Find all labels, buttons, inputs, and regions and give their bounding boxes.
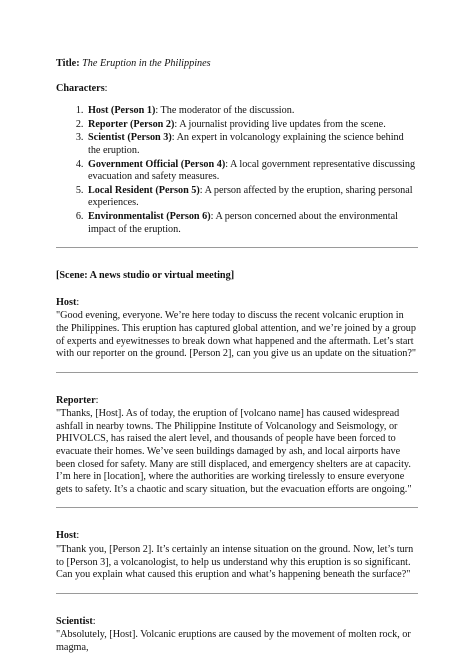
character-item: 5. Local Resident (Person 5): A person affected by the eruption, sharing personal experiences.: [86, 185, 418, 210]
character-desc: The moderator of the discussion.: [160, 105, 295, 117]
character-desc: A local government representative discussing evacuation and safety measures.: [88, 158, 416, 183]
character-name: Government Official (Person 4): [88, 158, 226, 170]
character-desc: An expert in volcanology explaining the science behind the eruption.: [88, 132, 404, 156]
speech-text: "Good evening, everyone. We’re here today to discuss the recent volcanic eruption in the Philippines. This eruption has captured global attention, and we’re joined by a group of experts and eyewitnesses to break down what happened and the aftermath. Let’s start with our reporter on the ground. [Person 2], can you give us an update on the situation?": [56, 310, 417, 360]
dialogue-block: [56, 395, 418, 497]
section-divider: [56, 247, 418, 248]
speech-text: "Absolutely, [Host]. Volcanic eruptions are caused by the movement of molten rock, or magma,: [56, 629, 411, 653]
character-name: Environmentalist (Person 6): [88, 210, 211, 222]
speaker-label: Host:: [56, 530, 80, 542]
speech-text: "Thank you, [Person 2]. It’s certainly an intense situation on the ground. Now, let’s turn to [Person 3], a volcanologist, to help us understand why this eruption is so significant. Can you explain what caused this eruption and what’s happening beneath the surface?": [56, 544, 414, 581]
section-divider: [56, 507, 418, 508]
character-name: Reporter (Person 2): [88, 118, 175, 130]
character-item: 1. Host (Person 1): The moderator of the discussion.: [86, 105, 418, 118]
character-item: 6. Environmentalist (Person 6): A person concerned about the environmental impact of the eruption.: [86, 211, 418, 236]
character-desc: A person concerned about the environmental impact of the eruption.: [88, 210, 398, 235]
section-divider: [56, 593, 418, 594]
title-colon: :: [76, 58, 80, 69]
speaker-label: Reporter:: [56, 394, 99, 406]
character-name: Local Resident (Person 5): [88, 184, 200, 196]
speaker-label: Host:: [56, 296, 80, 308]
character-item: 2. Reporter (Person 2): A journalist providing live updates from the scene.: [86, 119, 418, 132]
character-name: Host (Person 1): [88, 105, 156, 117]
character-desc: A journalist providing live updates from the scene.: [179, 118, 386, 130]
speech-text: "Thanks, [Host]. As of today, the eruption of [volcano name] has caused widespread ashfall in nearby towns. The Philippine Institute of Volcanology and Seismology, or PHIVOLCS, has raised the alert level, and thousands of people have been forced to evacuate their homes. We’ve seen buildings damaged by ash, and local airports have been closed for safety. Many are still displaced, and emergency shelters are at capacity. I’m here in [location], where the authorities are working tirelessly to ensure everyone gets to safety. It’s a chaotic and scary situation, but the evacuation efforts are ongoing.": [56, 408, 412, 495]
character-name: Scientist (Person 3): [88, 132, 172, 144]
character-desc: A person affected by the eruption, sharing personal experiences.: [88, 184, 413, 209]
dialogue-block: [56, 297, 418, 361]
characters-list: [56, 105, 418, 236]
section-divider: [56, 372, 418, 373]
characters-heading: Characters:: [56, 82, 108, 94]
dialogue-block: [56, 530, 418, 581]
speaker-label: Scientist:: [56, 615, 96, 627]
character-item: 3. Scientist (Person 3): An expert in volcanology explaining the science behind the eruption.: [86, 132, 418, 157]
document-title: [56, 58, 418, 71]
character-item: 4. Government Official (Person 4): A local government representative discussing evacuation and safety measures.: [86, 159, 418, 184]
title-label: Title: [56, 58, 77, 69]
dialogue-block: [56, 616, 418, 655]
title-text: The Eruption in the Philippines: [82, 58, 211, 69]
characters-label: Characters: [56, 82, 105, 94]
scene-heading: [Scene: A news studio or virtual meeting]: [56, 270, 235, 282]
